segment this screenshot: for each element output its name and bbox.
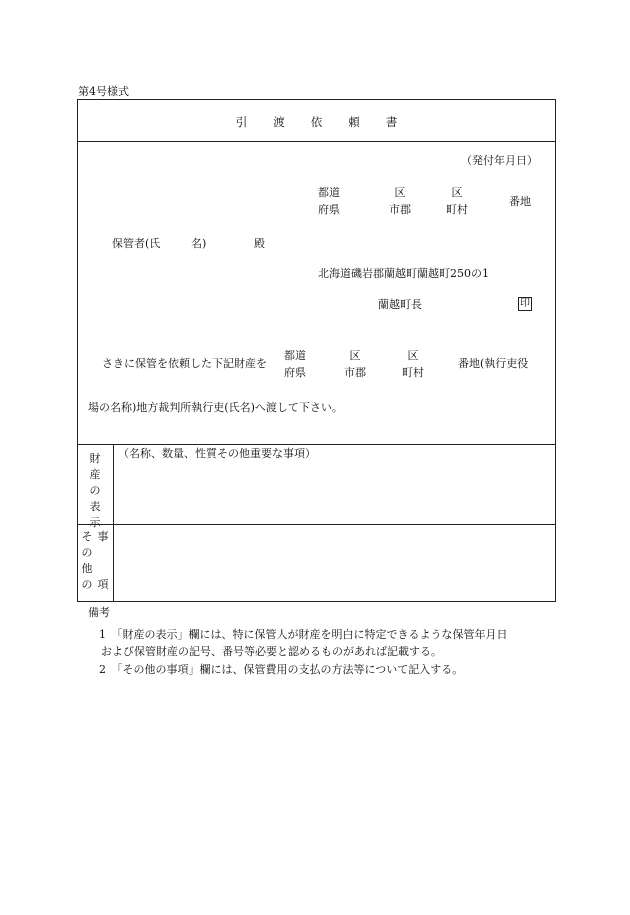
- recipient-banchi: 番地: [509, 195, 531, 208]
- request-line2: 場の名称)地方裁判所執行吏(氏名)へ渡して下さい。: [88, 401, 343, 414]
- title-char: 依: [310, 115, 323, 129]
- addressee-label: 保管者(氏: [112, 237, 161, 250]
- seal-mark: 印: [520, 298, 530, 309]
- request-tail: 番地(執行吏役: [458, 357, 529, 370]
- addressee-label-mid: 名): [191, 237, 207, 250]
- issuer-title: 蘭越町長: [378, 298, 422, 311]
- form-frame: [77, 99, 556, 602]
- property-label: 財 産 の 表 示: [89, 452, 101, 529]
- request-ward2: 区 町村: [402, 349, 424, 379]
- notes-heading: 備考: [88, 606, 110, 619]
- label-column-divider: [113, 444, 114, 601]
- title-char: 書: [385, 115, 398, 129]
- addressee-honorific: 殿: [254, 237, 265, 250]
- title-char: 渡: [273, 115, 285, 129]
- recipient-ward2: 区 町村: [446, 186, 468, 216]
- other-label-col2: 事 項: [97, 530, 109, 591]
- other-label-col1: そ の 他 の: [81, 530, 93, 591]
- request-ward: 区 市郡: [344, 349, 366, 379]
- issuer-address: 北海道磯岩郡蘭越町蘭越町250の1: [318, 267, 489, 280]
- notes-item1-line2: および保管財産の記号、番号等必要と認めるものがあれば記載する。: [101, 645, 442, 658]
- title-char: 頼: [348, 115, 360, 129]
- property-divider: [78, 444, 555, 445]
- notes-item1-line1: 1 「財産の表示」欄には、特に保管人が財産を明白に特定できるような保管年月日: [99, 628, 508, 641]
- title-divider: [78, 141, 555, 142]
- form-number: 第4号様式: [78, 85, 129, 98]
- recipient-ward: 区 市郡: [389, 186, 411, 216]
- notes-item2: 2 「その他の事項」欄には、保管費用の支払の方法等について記入する。: [99, 663, 464, 676]
- form-title: [78, 117, 555, 129]
- other-divider: [78, 524, 555, 525]
- request-prefecture: 都道 府県: [284, 349, 306, 379]
- title-char: 引: [235, 115, 248, 129]
- issue-date: （発付年月日）: [461, 154, 538, 167]
- property-hint: （名称、数量、性質その他重要な事項）: [118, 447, 316, 460]
- request-lead: さきに保管を依頼した下記財産を: [102, 357, 267, 370]
- recipient-prefecture: 都道 府県: [318, 186, 340, 216]
